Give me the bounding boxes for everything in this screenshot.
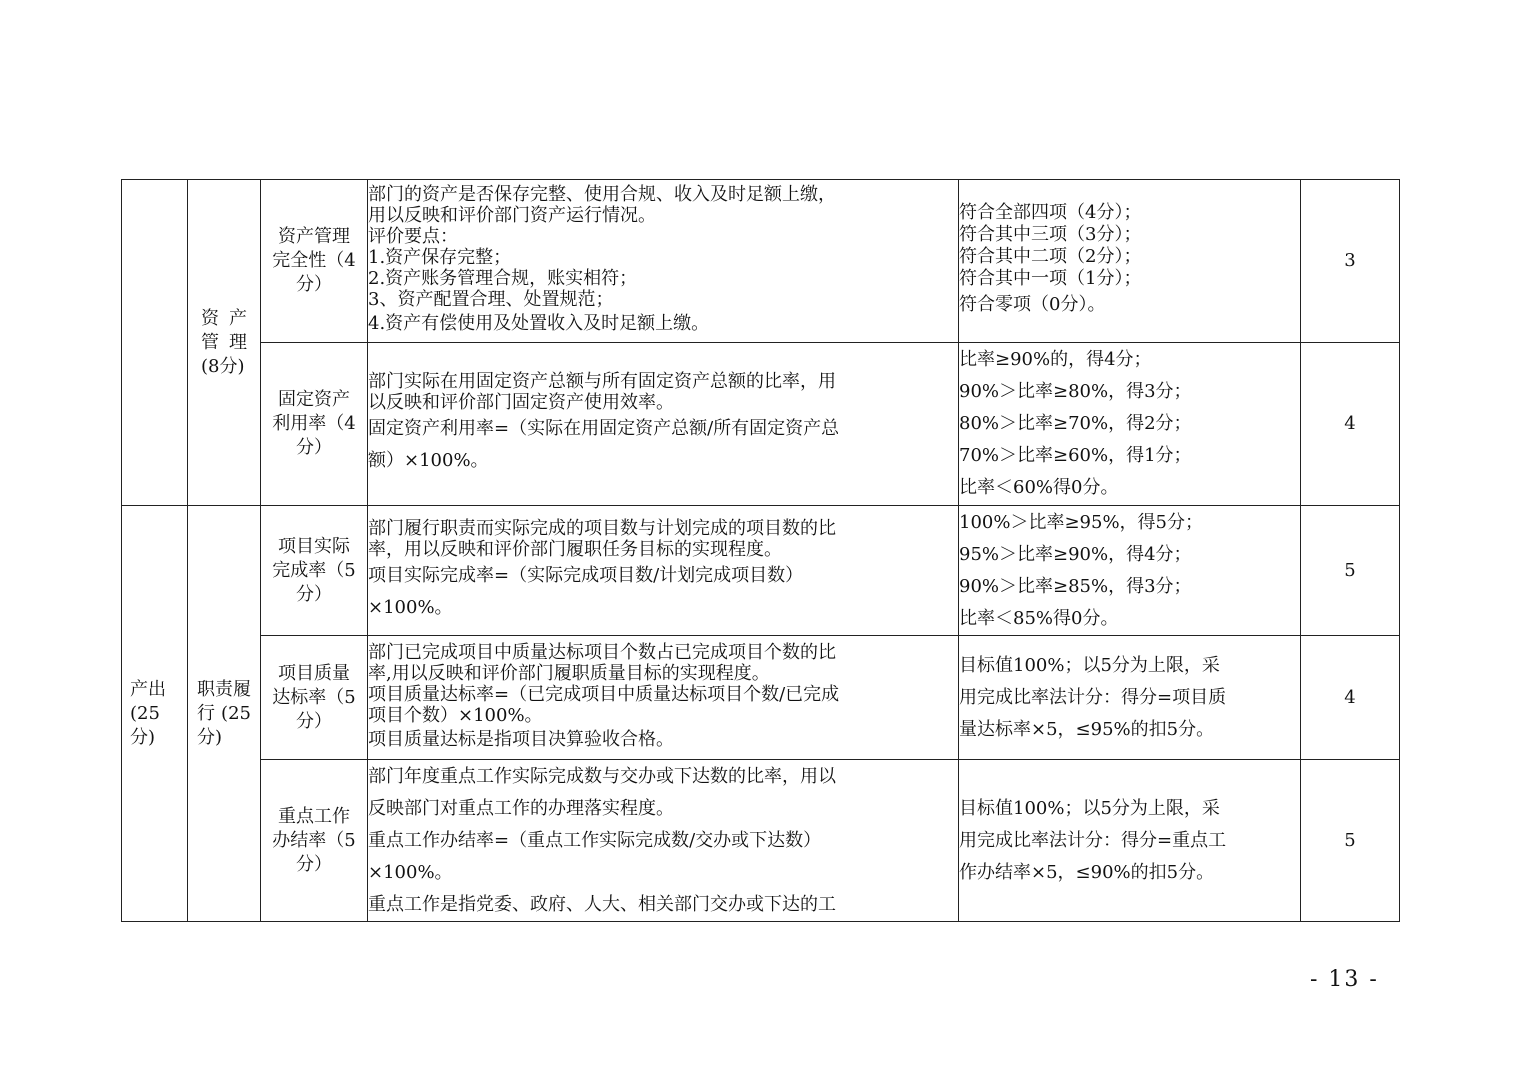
level2-asset-management: 资产管理(8分) — [188, 180, 261, 506]
table-row — [122, 506, 1400, 636]
description-cell: 部门的资产是否保存完整、使用合规、收入及时足额上缴， 用以反映和评价部门资产运行情况。 评价要点： 1.资产保存完整； 2.资产账务管理合规，账实相符； 3、资产配置合理、处置规范； 4.资产有偿使用及处置收入及时足额上缴。 — [368, 180, 959, 343]
evaluation-table — [121, 179, 1400, 922]
table-row — [122, 343, 1400, 506]
score-cell: 5 — [1301, 506, 1400, 636]
level1-output: 产出(25分) — [122, 506, 188, 922]
level2-duty-performance: 职责履行(25分) — [188, 506, 261, 922]
indicator-project-completion: 项目实际完成率（5分） — [261, 506, 368, 636]
criteria-cell: 目标值100%；以5分为上限，采 用完成比率法计分：得分=重点工 作办结率×5，≤90%的扣5分。 — [959, 760, 1301, 922]
description-cell: 部门实际在用固定资产总额与所有固定资产总额的比率，用 以反映和评价部门固定资产使用效率。 固定资产利用率=（实际在用固定资产总额/所有固定资产总 额）×100%。 — [368, 343, 959, 506]
description-cell: 部门年度重点工作实际完成数与交办或下达数的比率，用以 反映部门对重点工作的办理落实程度。 重点工作办结率=（重点工作实际完成数/交办或下达数） ×100%。 重点工作是指党委、政府、人大、相关部门交办或下达的工 — [368, 760, 959, 922]
score-cell: 5 — [1301, 760, 1400, 922]
score-cell: 3 — [1301, 180, 1400, 343]
table-row — [122, 180, 1400, 343]
description-cell: 部门履行职责而实际完成的项目数与计划完成的项目数的比 率，用以反映和评价部门履职任务目标的实现程度。 项目实际完成率=（实际完成项目数/计划完成项目数） ×100%。 — [368, 506, 959, 636]
description-cell: 部门已完成项目中质量达标项目个数占已完成项目个数的比 率,用以反映和评价部门履职质量目标的实现程度。 项目质量达标率=（已完成项目中质量达标项目个数/已完成 项目个数）×100%。 项目质量达标是指项目决算验收合格。 — [368, 636, 959, 760]
page-number: - 13 - — [1310, 967, 1379, 992]
indicator-project-quality: 项目质量达标率（5分） — [261, 636, 368, 760]
criteria-cell: 比率≥90%的，得4分； 90%＞比率≥80%，得3分； 80%＞比率≥70%，得2分； 70%＞比率≥60%，得1分； 比率＜60%得0分。 — [959, 343, 1301, 506]
score-cell: 4 — [1301, 343, 1400, 506]
indicator-key-work-completion: 重点工作办结率（5分） — [261, 760, 368, 922]
criteria-cell: 符合全部四项（4分）； 符合其中三项（3分）； 符合其中二项（2分）； 符合其中一项（1分）； 符合零项（0分）。 — [959, 180, 1301, 343]
score-cell: 4 — [1301, 636, 1400, 760]
table-row — [122, 636, 1400, 760]
criteria-cell: 100%＞比率≥95%，得5分； 95%＞比率≥90%，得4分； 90%＞比率≥85%，得3分； 比率＜85%得0分。 — [959, 506, 1301, 636]
criteria-cell: 目标值100%；以5分为上限，采 用完成比率法计分：得分=项目质 量达标率×5，≤95%的扣5分。 — [959, 636, 1301, 760]
table-row — [122, 760, 1400, 922]
indicator-asset-completeness: 资产管理完全性（4分） — [261, 180, 368, 343]
level1-cell-empty — [122, 180, 188, 506]
indicator-fixed-asset-utilization: 固定资产利用率（4分） — [261, 343, 368, 506]
